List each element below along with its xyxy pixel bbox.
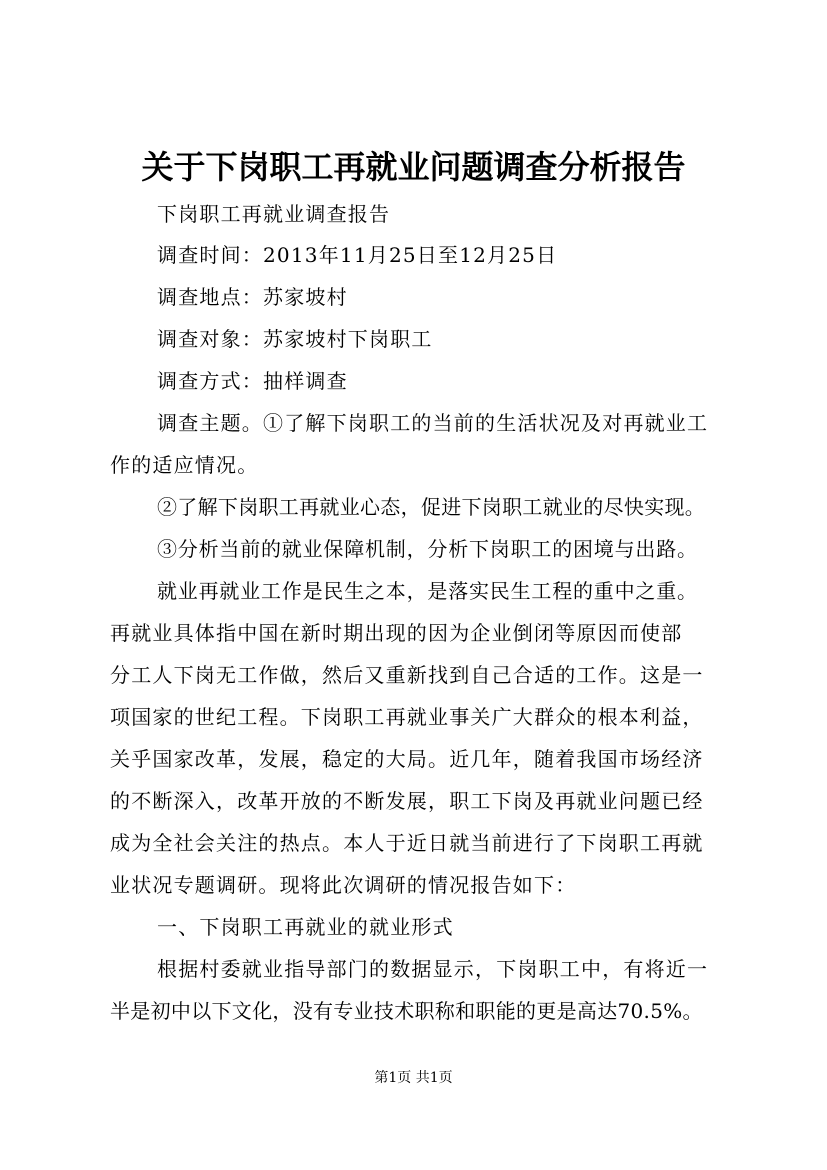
document-title: 关于下岗职工再就业问题调查分析报告: [141, 148, 686, 186]
section-heading: 一、下岗职工再就业的就业形式: [157, 915, 454, 939]
paragraph-line: 下岗职工再就业调查报告: [157, 202, 391, 226]
paragraph-line: 再就业具体指中国在新时期出现的因为企业倒闭等原因而使部: [110, 621, 683, 645]
paragraph-line: 就业再就业工作是民生之本，是落实民生工程的重中之重。: [157, 579, 698, 603]
paragraph-line: ②了解下岗职工再就业心态，促进下岗职工就业的尽快实现。: [157, 495, 706, 519]
paragraph-line: 调查对象：苏家坡村下岗职工: [157, 327, 433, 351]
paragraph-line: 成为全社会关注的热点。本人于近日就当前进行了下岗职工再就: [110, 831, 704, 855]
paragraph-line: 调查方式：抽样调查: [157, 369, 348, 393]
paragraph-line: 关乎国家改革，发展，稳定的大局。近几年，随着我国市场经济: [110, 747, 704, 771]
paragraph-line: 分工人下岗无工作做，然后又重新找到自己合适的工作。这是一: [110, 663, 704, 687]
paragraph-line: ③分析当前的就业保障机制，分析下岗职工的困境与出路。: [157, 537, 698, 561]
paragraph-line: 作的适应情况。: [110, 453, 259, 477]
paragraph-line: 调查主题。①了解下岗职工的当前的生活状况及对再就业工: [157, 411, 709, 435]
paragraph-line: 调查地点：苏家坡村: [157, 285, 348, 309]
paragraph-line: 的不断深入，改革开放的不断发展，职工下岗及再就业问题已经: [110, 789, 704, 813]
paragraph-line: 半是初中以下文化，没有专业技术职称和职能的更是高达70.5%。: [110, 999, 703, 1023]
page-number-footer: 第1页 共1页: [374, 1070, 453, 1086]
paragraph-line: 业状况专题调研。现将此次调研的情况报告如下：: [110, 873, 577, 897]
paragraph-line: 项国家的世纪工程。下岗职工再就业事关广大群众的根本利益，: [110, 705, 704, 729]
paragraph-line: 调查时间：2013年11月25日至12月25日: [157, 243, 558, 267]
paragraph-line: 根据村委就业指导部门的数据显示，下岗职工中，有将近一: [157, 957, 709, 981]
